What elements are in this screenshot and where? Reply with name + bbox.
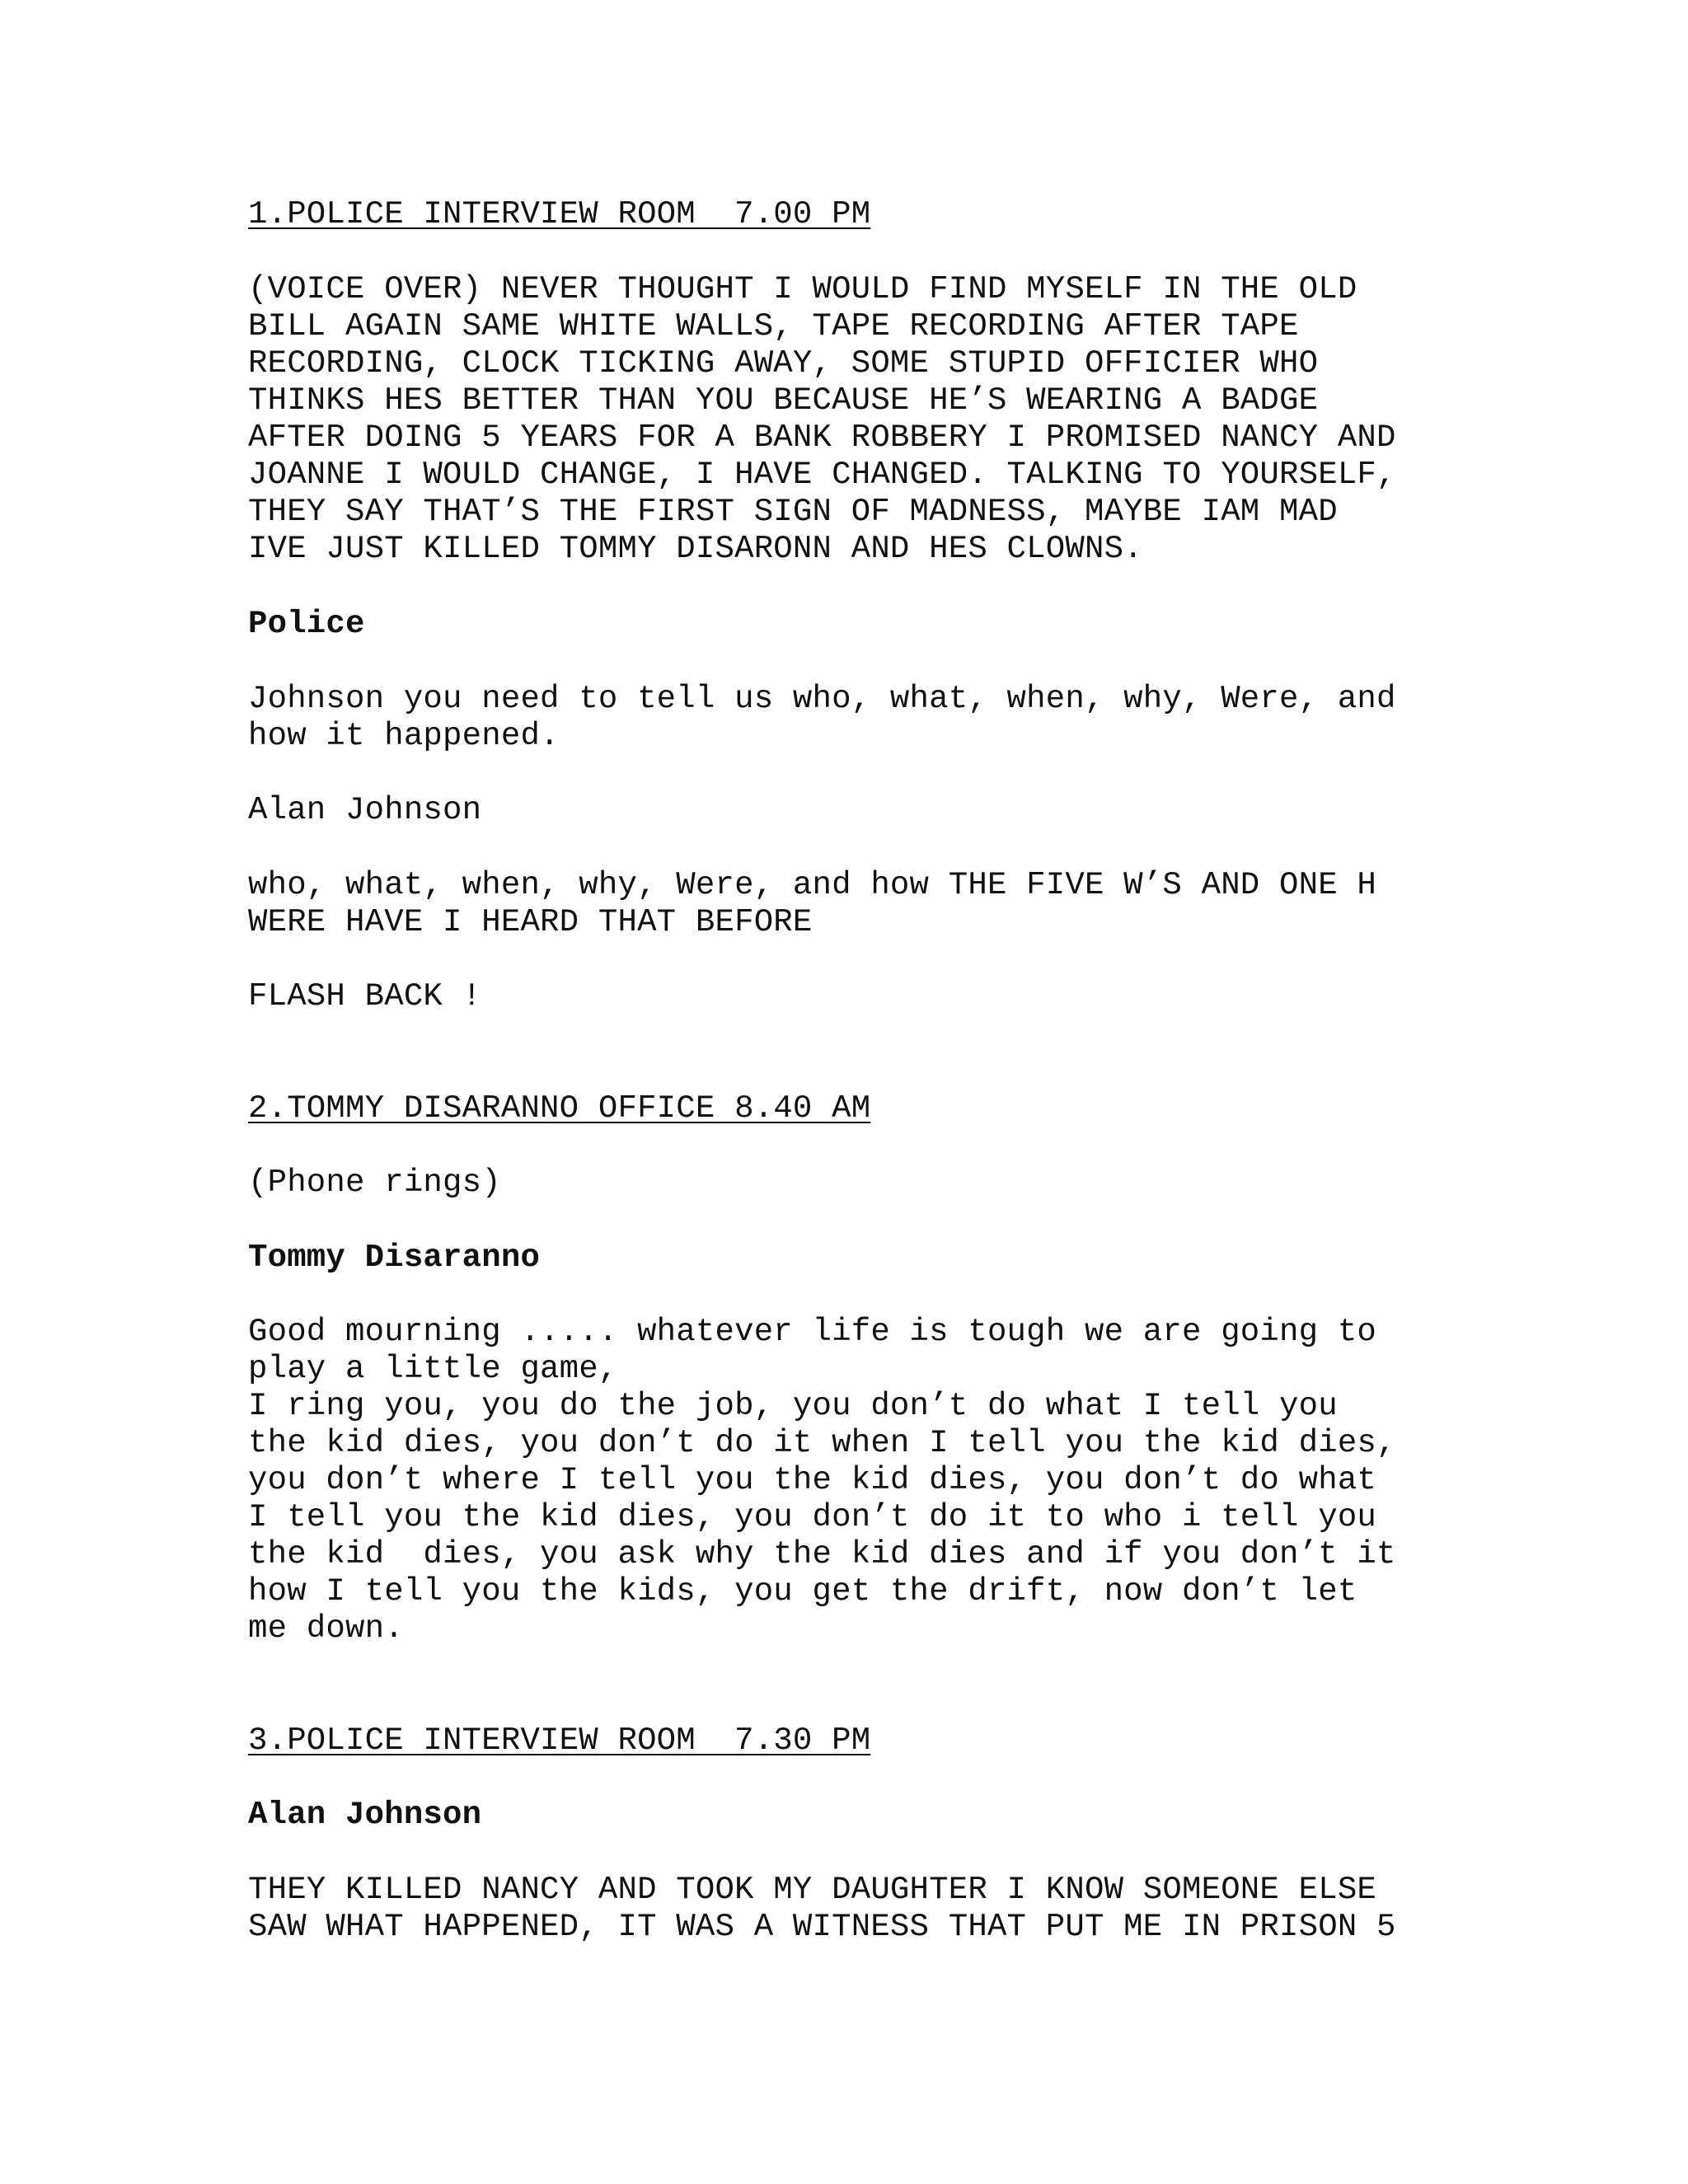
dialogue-line: WERE HAVE I HEARD THAT BEFORE <box>248 904 813 940</box>
dialogue-line: the kid dies, you don’t do it when I tell you the kid dies, <box>248 1425 1396 1461</box>
voice-over-line: (VOICE OVER) NEVER THOUGHT I WOULD FIND MYSELF IN THE OLD <box>248 271 1357 307</box>
character-name: Tommy Disaranno <box>248 1240 541 1276</box>
voice-over-line: RECORDING, CLOCK TICKING AWAY, SOME STUPID OFFICIER WHO <box>248 345 1319 382</box>
voice-over-line: IVE JUST KILLED TOMMY DISARONN AND HES CLOWNS. <box>248 531 1143 567</box>
character-name: Police <box>248 606 365 642</box>
dialogue-line: play a little game, <box>248 1351 618 1387</box>
dialogue-line: me down. <box>248 1610 404 1647</box>
character-name: Alan Johnson <box>248 792 482 828</box>
scene-heading: 3.POLICE INTERVIEW ROOM 7.30 PM <box>248 1722 871 1759</box>
transition: FLASH BACK ! <box>248 978 482 1015</box>
dialogue-line: I ring you, you do the job, you don’t do what I tell you <box>248 1388 1338 1424</box>
voice-over-line: JOANNE I WOULD CHANGE, I HAVE CHANGED. TALKING TO YOURSELF, <box>248 457 1396 493</box>
dialogue-line: Johnson you need to tell us who, what, when, why, Were, and <box>248 681 1396 717</box>
dialogue-line: the kid dies, you ask why the kid dies and if you don’t it <box>248 1536 1396 1572</box>
dialogue-line: how I tell you the kids, you get the drift, now don’t let <box>248 1573 1357 1610</box>
voice-over-line: AFTER DOING 5 YEARS FOR A BANK ROBBERY I PROMISED NANCY AND <box>248 419 1396 456</box>
dialogue-line: SAW WHAT HAPPENED, IT WAS A WITNESS THAT PUT ME IN PRISON 5 <box>248 1909 1396 1945</box>
dialogue-line: Good mourning ..... whatever life is tough we are going to <box>248 1314 1377 1350</box>
voice-over-line: THEY SAY THAT’S THE FIRST SIGN OF MADNESS, MAYBE IAM MAD <box>248 494 1338 530</box>
action-line: (Phone rings) <box>248 1165 501 1201</box>
scene-heading: 1.POLICE INTERVIEW ROOM 7.00 PM <box>248 196 871 232</box>
character-name: Alan Johnson <box>248 1797 482 1833</box>
dialogue-line: who, what, when, why, Were, and how THE FIVE W’S AND ONE H <box>248 867 1377 903</box>
voice-over-line: BILL AGAIN SAME WHITE WALLS, TAPE RECORDING AFTER TAPE <box>248 308 1299 344</box>
dialogue-line: you don’t where I tell you the kid dies, you don’t do what <box>248 1462 1377 1498</box>
voice-over-line: THINKS HES BETTER THAN YOU BECAUSE HE’S WEARING A BADGE <box>248 382 1319 419</box>
scene-heading: 2.TOMMY DISARANNO OFFICE 8.40 AM <box>248 1090 871 1127</box>
dialogue-line: I tell you the kid dies, you don’t do it to who i tell you <box>248 1499 1377 1535</box>
dialogue-line: how it happened. <box>248 718 560 754</box>
dialogue-line: THEY KILLED NANCY AND TOOK MY DAUGHTER I KNOW SOMEONE ELSE <box>248 1872 1377 1908</box>
